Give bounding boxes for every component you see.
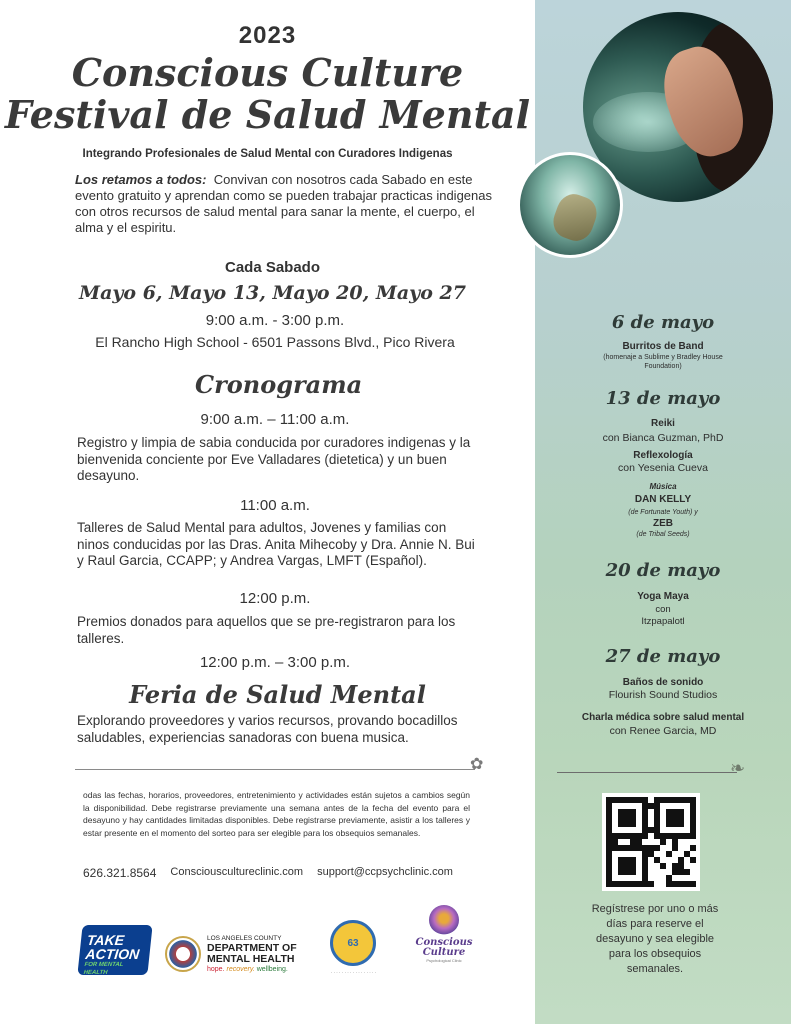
take-action-logo [77,925,152,975]
la-county-dmh-logo [165,932,335,976]
qr-note: Regístrese por uno o más días para reserve el desayuno y sea elegible para los obsequios semanales. [591,903,719,975]
event-subtitle: (de Tribal Seeds) [636,531,690,538]
event-subtitle: (homenaje a Sublime y Bradley House Foundation) [603,354,723,370]
event-title: Charla médica sobre salud mental [581,712,745,723]
event-title: Reflexología [633,450,693,461]
la-county-mh: MENTAL HEALTH [207,953,295,965]
intro-lead: Los retamos a todos: [75,172,207,187]
leaf-icon: ❧ [730,758,746,778]
conscious-culture-logo [415,905,473,975]
feria-heading: Feria de Salud Mental [129,680,426,709]
block-text: Talleres de Salud Mental para adultos, Jovenes y familias con ninos conducidas por las Dras. Anita Mihecoby y Dra. Annie N. Bui y Raul Garcia, CCAPP; y Andrea Vargas, LMFT (Español). [77,520,475,568]
event-title: Burritos de Band [622,341,704,352]
intro-text: Convivan con nosotros cada Sabado en este evento gratuito y aprendan como se pueden trabajar practicas indigenas con otros recursos de salud mental para sanar la mente, el cuerpo, el alma y el espiritu. [75,172,492,235]
take-action-subtext: FOR MENTAL HEALTH [83,962,124,976]
event-subtitle: con Bianca Guzman, PhD [602,432,724,444]
website-link[interactable]: Consciousculturecliniс.com [170,866,304,878]
cronograma-heading: Cronograma [195,370,363,399]
qr-code[interactable] [602,793,700,891]
event-title-line1: Conscious Culture [71,50,464,95]
block-time: 11:00 a.m. [240,497,310,514]
event-subtitle: Integrando Profesionales de Salud Mental con Curadores Indigenas [82,148,453,160]
la-county-seal-icon [165,936,201,972]
block-time: 12:00 p.m. [239,590,311,607]
schedule-every: Cada Sabado [224,259,321,276]
event-subtitle: con Renee Garcia, MD [609,725,717,737]
block-time: 9:00 a.m. – 11:00 a.m. [200,411,350,428]
event-title: Yoga Maya [637,591,689,602]
block-text: Premios donados para aquellos que se pre-registraron para los talleres. [77,614,456,646]
la-county-tagline: hope. recovery. wellbeing. [207,966,288,973]
la-county-small: LOS ANGELES COUNTY [207,935,282,942]
event-subtitle: Flourish Sound Studios [608,689,718,701]
event-title: DAN KELLY [634,494,692,505]
sage-bundle-photo [517,152,623,258]
block-text: Registro y limpia de sabia conducida por curadores indigenas y la bienvenida conciente por Eve Valladares (dietetica) y un buen desayuno. [77,435,471,483]
seal-text: 63 [347,937,359,949]
contact-row [83,866,483,880]
schedule-venue: El Rancho High School - 6501 Passons Blvd., Pico Rivera [95,334,455,350]
event-date-heading: 20 de mayo [605,560,721,581]
event-subtitle: con [655,604,671,615]
divider [75,769,475,770]
schedule-dates: Mayo 6, Mayo 13, Mayo 20, Mayo 27 [79,282,466,304]
event-subtitle: Itzpapalotl [641,616,685,627]
intro-paragraph [75,172,505,236]
event-year: 2023 [238,22,297,49]
event-subtitle: (de Fortunate Youth) y [628,509,698,516]
school-seal-logo [330,920,376,966]
event-title-line2: Festival de Salud Mental [4,92,531,137]
block-time: 12:00 p.m. – 3:00 p.m. [199,654,351,671]
qr-code-pattern [606,797,696,887]
event-title: Reiki [651,418,675,429]
event-date-heading: 27 de mayo [605,646,721,667]
feria-text: Explorando proveedores y varios recursos, provando bocadillos saludables, experiencias sanadoras con buena musica. [77,713,458,745]
take-action-text: TAKE ACTION [84,932,141,962]
tree-of-life-icon [429,905,459,935]
la-county-dept: DEPARTMENT OF [207,942,297,954]
la-county-text [207,934,297,974]
divider [557,772,737,773]
phone-number: 626.321.8564 [83,866,157,880]
event-title: Baños de sonido [622,677,704,688]
leaf-icon: ✿ [470,756,484,773]
event-date-heading: 6 de mayo [611,312,715,333]
schedule-time: 9:00 a.m. - 3:00 p.m. [205,312,345,329]
fine-print: odas las fechas, horarios, proveedores, entretenimiento y actividades están sujetos a cambios según la disponibilidad. Debe registrarse previamente una semana antes de la fecha del evento para el desayuno y hay cantidades limitadas disponibles. Debe registrarse previamente, asistir a los talleres y estar presente en el momento del sorteo para ser elegible para los obsequios semanales. [83,790,470,838]
event-label: Música [649,482,677,491]
event-date-heading: 13 de mayo [605,388,721,409]
event-title: ZEB [653,518,673,529]
cc-logo-subtext: Psychological Clinic [426,958,462,963]
email-link[interactable]: support@ccpsychclinic.com [317,866,453,878]
seal-caption: · · · · · · · · · · · · · · · · · [330,970,377,975]
event-subtitle: con Yesenia Cueva [618,462,708,474]
cc-logo-text: Conscious Culture [415,937,473,958]
